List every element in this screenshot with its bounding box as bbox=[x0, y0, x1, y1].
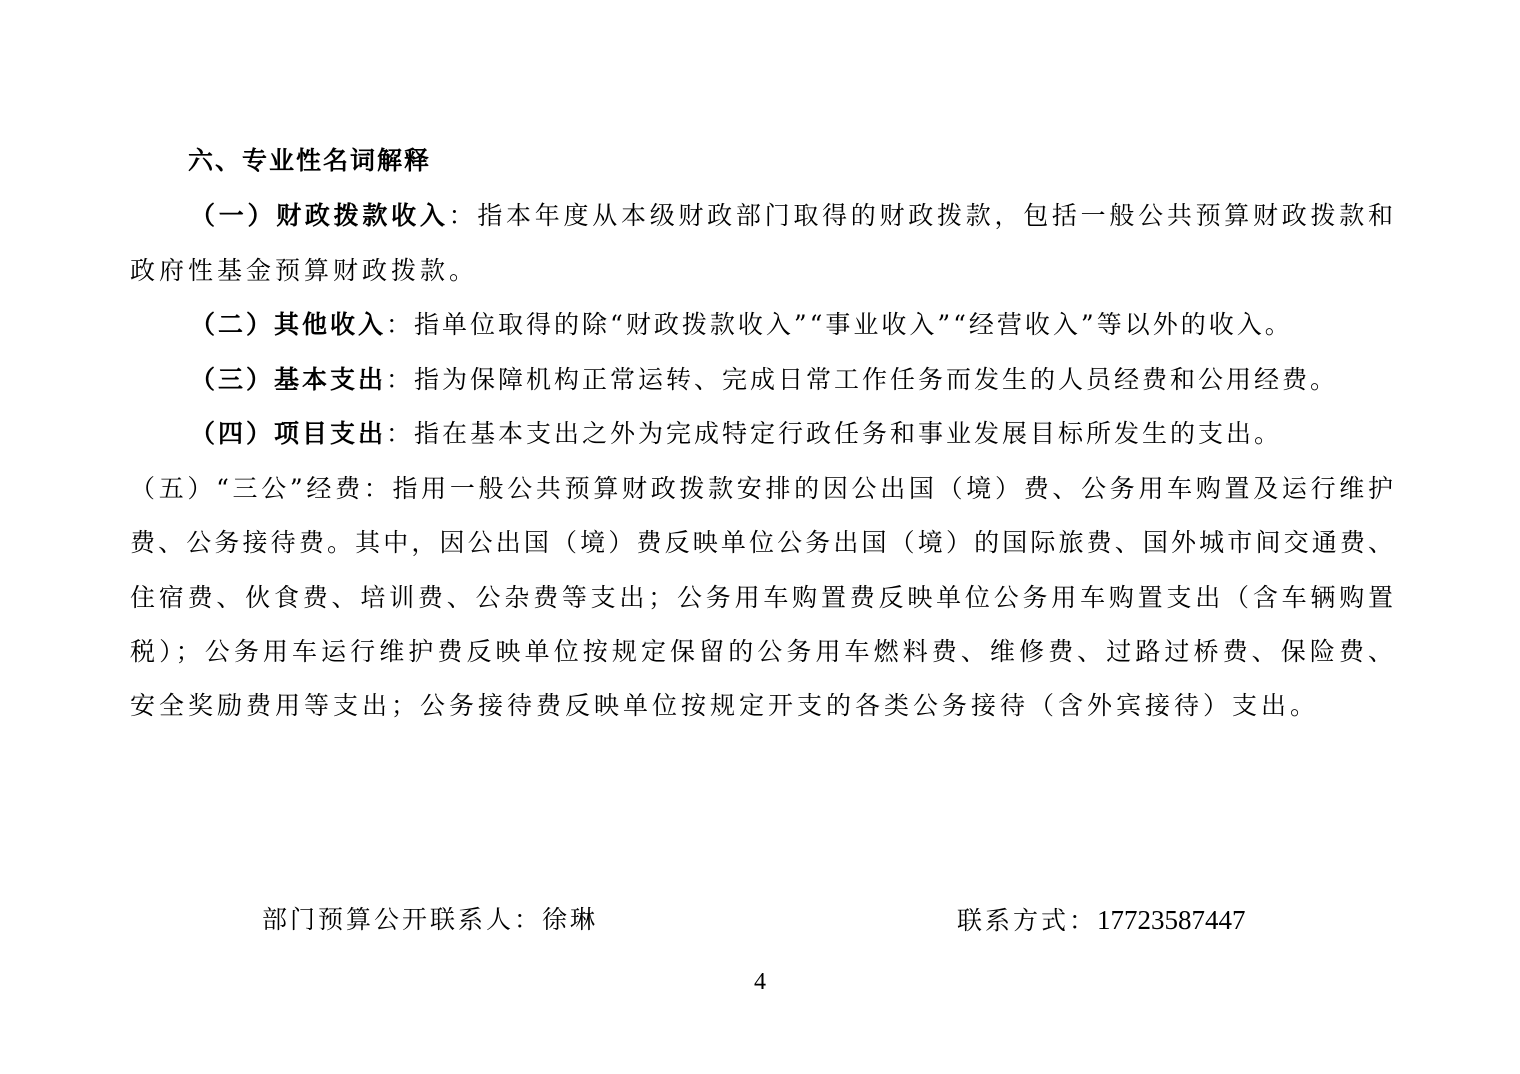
item-3-text: 指为保障机构正常运转、完成日常工作任务而发生的人员经费和公用经费。 bbox=[414, 365, 1339, 394]
item-3-term: （三）基本支出 bbox=[190, 365, 387, 394]
item-3-line bbox=[190, 362, 1395, 398]
item-1-separator: ： bbox=[448, 201, 478, 230]
item-5-line-5: 安全奖励费用等支出；公务接待费反映单位按规定开支的各类公务接待（含外宾接待）支出。 bbox=[130, 691, 1320, 720]
item-1-line-1 bbox=[190, 198, 1395, 234]
contact-method-label: 联系方式： bbox=[957, 906, 1098, 935]
item-2-separator: ： bbox=[386, 310, 415, 339]
item-2-line bbox=[190, 307, 1395, 343]
contact-person-name: 徐琳 bbox=[542, 905, 599, 934]
contact-method bbox=[957, 902, 1246, 939]
contact-phone: 17723587447 bbox=[1097, 905, 1246, 935]
contact-person bbox=[262, 902, 598, 938]
item-5-line-1: （五）“三公”经费：指用一般公共预算财政拨款安排的因公出国（境）费、公务用车购置及运行维护 bbox=[130, 474, 1395, 503]
item-1-line-2 bbox=[130, 253, 1395, 289]
item-4-text: 指在基本支出之外为完成特定行政任务和事业发展目标所发生的支出。 bbox=[414, 419, 1283, 448]
item-1-term: （一）财政拨款收入 bbox=[190, 201, 449, 230]
item-1-text-line-1: 指本年度从本级财政部门取得的财政拨款，包括一般公共预算财政拨款和 bbox=[477, 201, 1395, 230]
page-number: 4 bbox=[754, 969, 766, 995]
item-4-term: （四）项目支出 bbox=[190, 419, 387, 448]
section-heading: 六、专业性名词解释 bbox=[188, 146, 432, 175]
item-2-term: （二）其他收入 bbox=[190, 310, 387, 339]
item-2-text: 指单位取得的除“财政拨款收入”“事业收入”“经营收入”等以外的收入。 bbox=[414, 310, 1293, 339]
item-5-line-2: 费、公务接待费。其中，因公出国（境）费反映单位公务出国（境）的国际旅费、国外城市间交通费、 bbox=[130, 528, 1395, 557]
item-5-line-3: 住宿费、伙食费、培训费、公杂费等支出；公务用车购置费反映单位公务用车购置支出（含车辆购置 bbox=[130, 583, 1395, 612]
contact-person-label: 部门预算公开联系人： bbox=[262, 905, 543, 934]
item-4-separator: ： bbox=[386, 419, 415, 448]
item-1-text-line-2: 政府性基金预算财政拨款。 bbox=[130, 256, 479, 285]
item-5-line-4: 税）；公务用车运行维护费反映单位按规定保留的公务用车燃料费、维修费、过路过桥费、保险费、 bbox=[130, 637, 1395, 666]
item-4-line bbox=[190, 416, 1395, 452]
item-3-separator: ： bbox=[386, 365, 415, 394]
